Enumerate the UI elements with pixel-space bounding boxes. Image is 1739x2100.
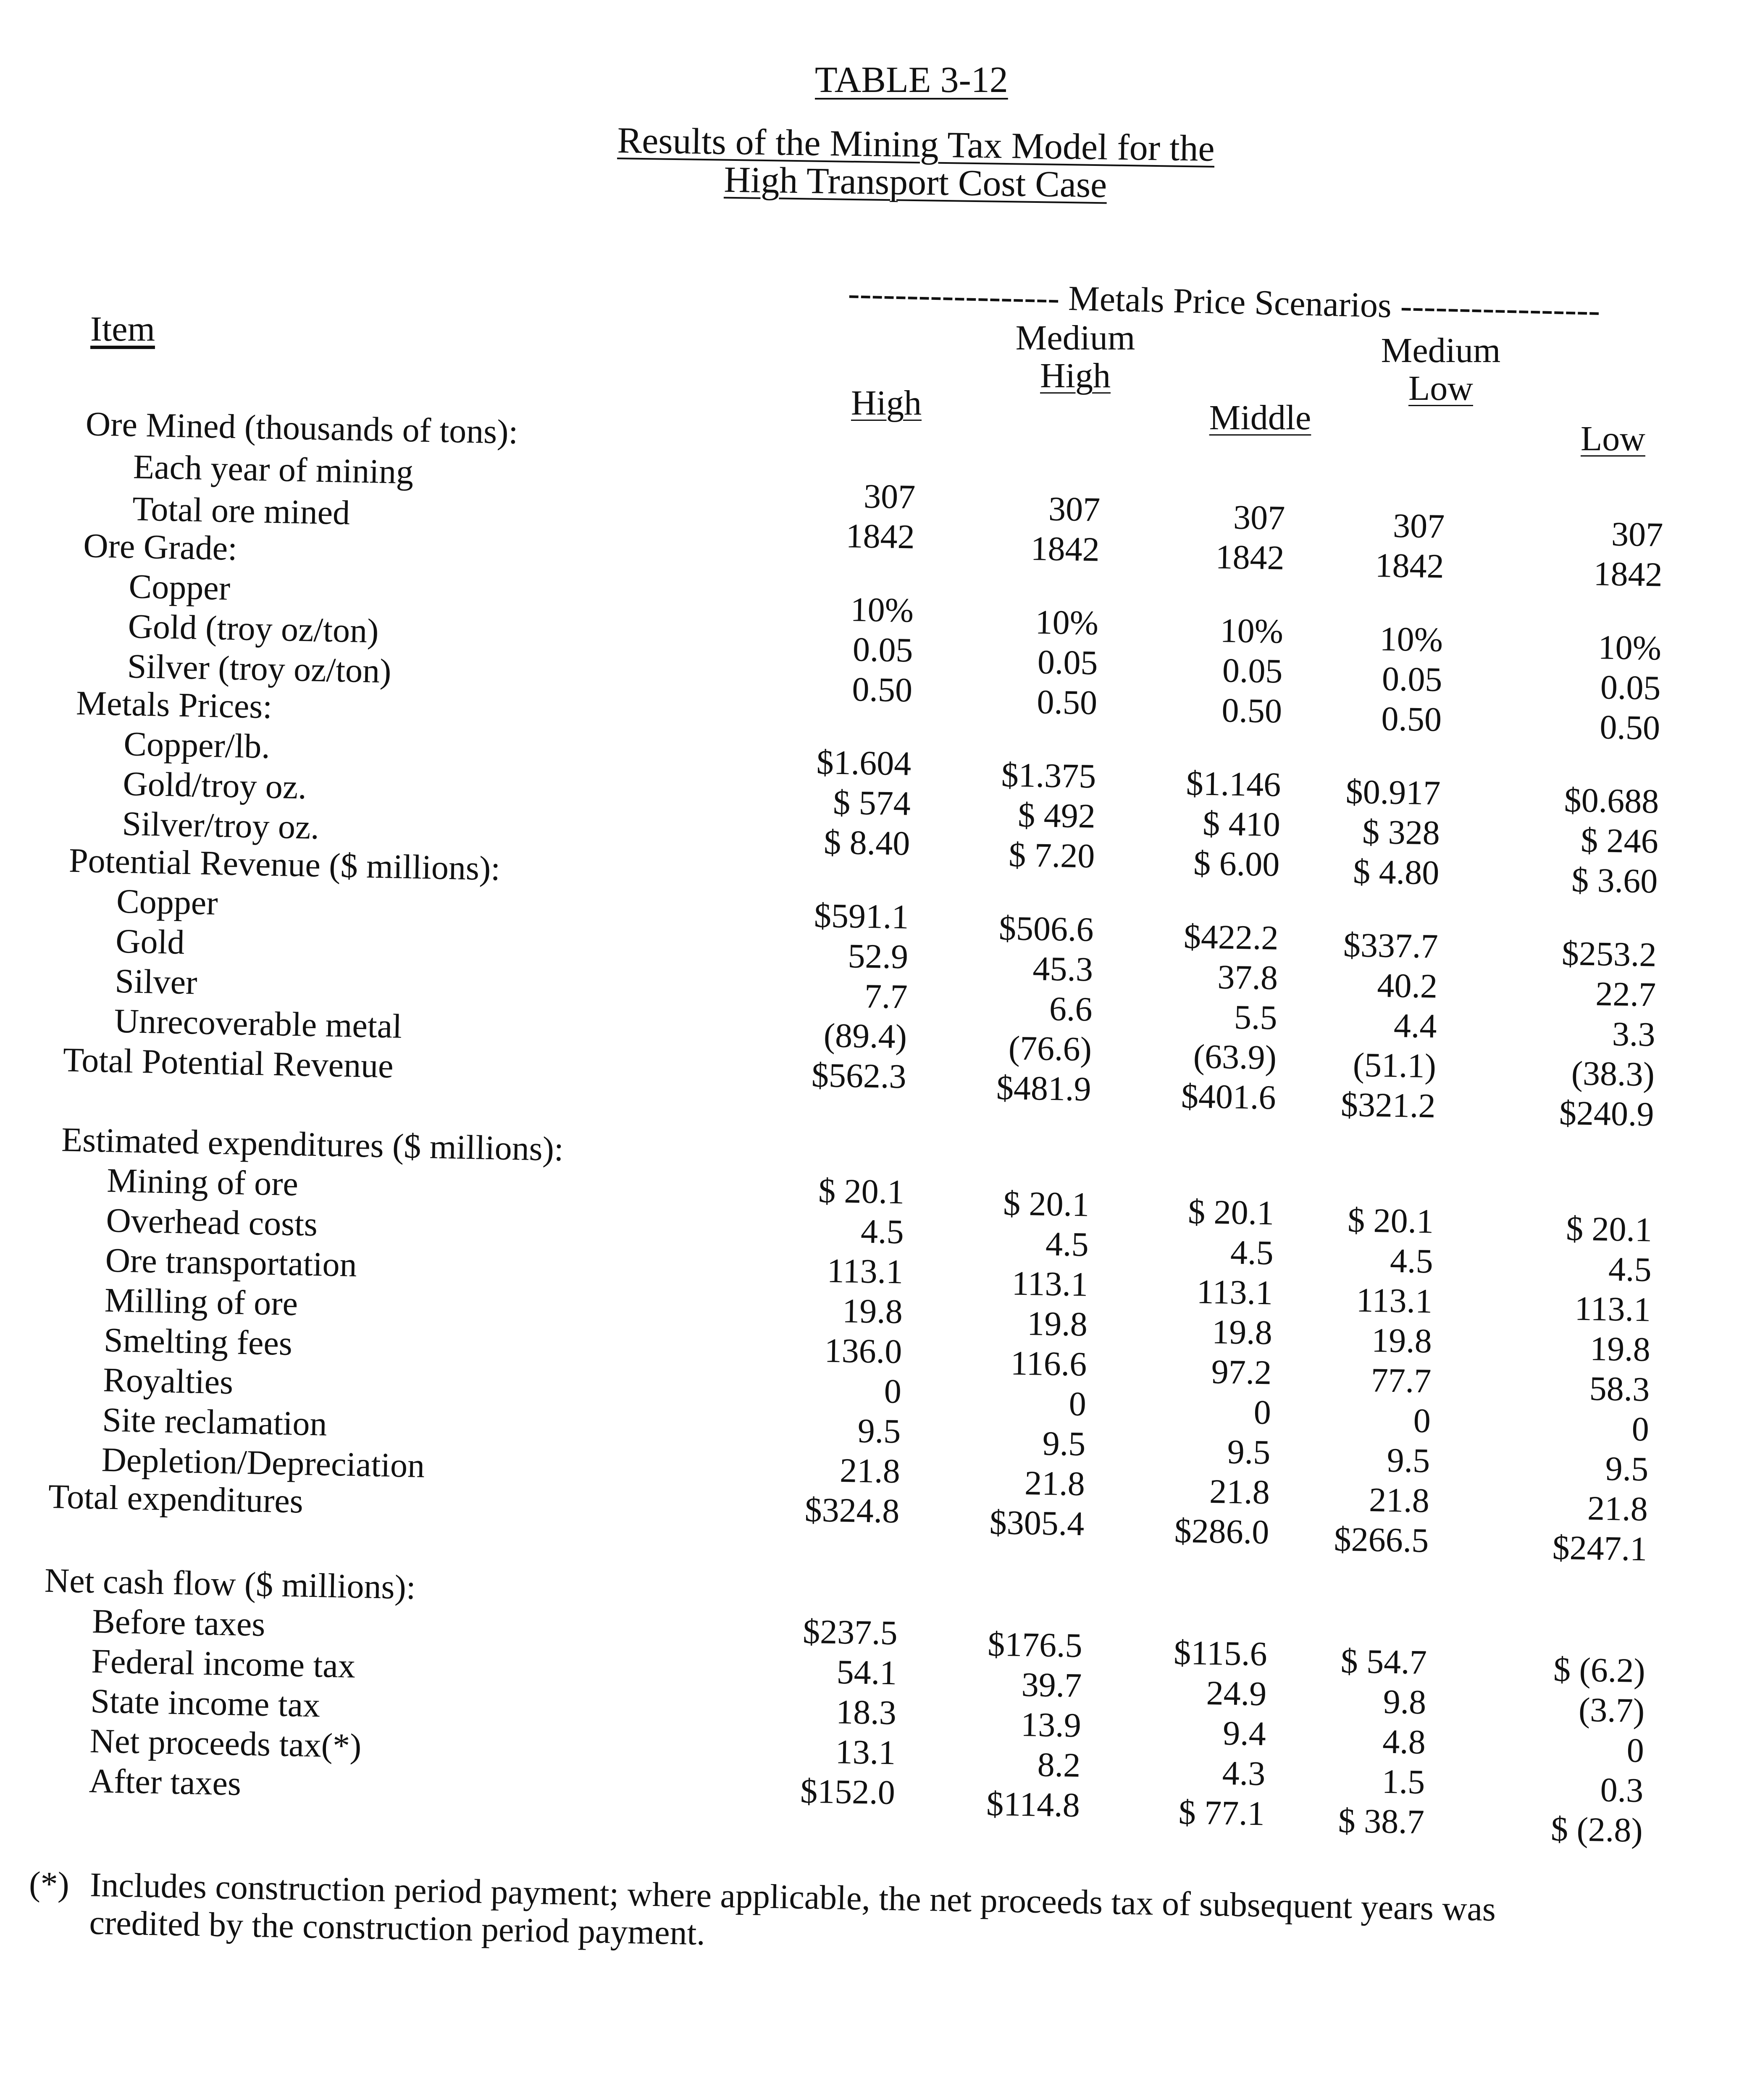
table-cell: $562.3: [811, 1055, 907, 1096]
table-cell: 45.3: [1032, 949, 1093, 989]
column-middle: [1109, 496, 1285, 1833]
table-cell: $115.6: [1173, 1633, 1268, 1673]
column-medium-high: [924, 487, 1101, 1824]
table-cell: 24.9: [1206, 1673, 1267, 1713]
table-cell: 22.7: [1595, 974, 1656, 1014]
table-cell: 52.9: [847, 937, 909, 976]
table-cell: 0: [884, 1372, 902, 1411]
table-cell: $1.146: [1186, 764, 1281, 804]
table-cell: $ 574: [833, 783, 911, 823]
table-cell: $321.2: [1340, 1085, 1436, 1125]
table-cell: $1.375: [1001, 755, 1096, 795]
table-cell: $ 246: [1580, 821, 1659, 861]
table-cell: (63.9): [1193, 1037, 1277, 1077]
table-cell: 3.3: [1612, 1014, 1656, 1054]
table-cell: 37.8: [1217, 958, 1278, 997]
table-cell: 13.9: [1020, 1705, 1082, 1745]
table-cell: 9.8: [1383, 1682, 1426, 1722]
table-cell: $286.0: [1174, 1511, 1269, 1551]
row-label: Ore Mined (thousands of tons):: [85, 404, 519, 451]
table-cell: 9.5: [1387, 1441, 1430, 1480]
row-label: Each year of mining: [133, 447, 414, 491]
row-label: Estimated expenditures ($ millions):: [61, 1120, 564, 1168]
table-cell: 9.5: [1605, 1449, 1649, 1488]
table-cell: 136.0: [824, 1331, 902, 1371]
row-label: Ore transportation: [105, 1241, 357, 1284]
table-cell: $ 20.1: [818, 1171, 905, 1211]
table-cell: 307: [1392, 506, 1445, 546]
table-cell: 4.8: [1382, 1722, 1426, 1761]
table-cell: 307: [1233, 498, 1285, 537]
table-cell: 21.8: [1209, 1472, 1270, 1512]
row-label: After taxes: [89, 1761, 242, 1803]
table-cell: 0.3: [1600, 1770, 1644, 1810]
table-cell: 4.5: [1045, 1224, 1089, 1264]
table-cell: $176.5: [987, 1625, 1083, 1665]
row-label: Silver/troy oz.: [121, 804, 320, 847]
row-label: Copper: [128, 567, 231, 607]
table-cell: 18.3: [835, 1692, 897, 1732]
row-label: Copper: [116, 882, 218, 922]
table-cell: 13.1: [835, 1732, 896, 1772]
row-label: Smelting fees: [103, 1320, 293, 1363]
table-cell: 0.05: [1222, 651, 1283, 690]
row-label: Silver: [114, 961, 198, 1002]
table-cell: 9.5: [857, 1411, 901, 1451]
subtitle-line-1: Results of the Mining Tax Model for the: [617, 120, 1215, 169]
row-label: Potential Revenue ($ millions):: [68, 841, 501, 888]
table-cell: $ 3.60: [1571, 861, 1658, 900]
row-label: Mining of ore: [106, 1161, 299, 1203]
row-label: Milling of ore: [104, 1281, 298, 1323]
footnote: [28, 1865, 1609, 1968]
table-cell: $324.8: [804, 1490, 900, 1530]
table-cell: 9.5: [1042, 1424, 1086, 1463]
table-cell: 40.2: [1376, 966, 1438, 1005]
table-cell: 8.2: [1037, 1745, 1081, 1785]
table-cell: (76.6): [1008, 1029, 1092, 1068]
table-subtitle: [588, 121, 1244, 206]
column-header-medium-high: Medium High: [1015, 318, 1135, 395]
table-cell: 10%: [850, 590, 914, 630]
table-cell: 19.8: [1589, 1329, 1651, 1369]
row-label: Royalties: [102, 1360, 234, 1402]
table-cell: 9.5: [1227, 1432, 1271, 1472]
row-label: Federal income tax: [91, 1642, 356, 1685]
table-cell: 1842: [846, 517, 915, 556]
table-cell: 4.5: [1390, 1241, 1434, 1281]
table-cell: 19.8: [1211, 1312, 1273, 1352]
table-cell: 0: [1253, 1393, 1271, 1432]
table-cell: $ 410: [1202, 804, 1281, 844]
row-label: Metals Prices:: [76, 683, 273, 726]
table-cell: 0: [1069, 1384, 1087, 1423]
table-cell: $ 77.1: [1178, 1793, 1265, 1833]
table-cell: 77.7: [1371, 1361, 1432, 1400]
table-cell: 0: [1626, 1731, 1644, 1770]
row-label: Before taxes: [92, 1602, 266, 1643]
table-cell: $ 20.1: [1187, 1192, 1274, 1232]
table-cell: 1842: [1375, 546, 1445, 585]
table-cell: 4.3: [1222, 1754, 1266, 1793]
table-cell: $253.2: [1561, 934, 1657, 974]
table-cell: $ 328: [1362, 812, 1440, 852]
table-cell: 0.50: [851, 670, 913, 709]
column-header-high: High: [851, 383, 922, 423]
column-header-medium-low: Medium Low: [1381, 331, 1501, 408]
table-cell: 10%: [1219, 611, 1284, 651]
table-cell: 54.1: [836, 1652, 897, 1692]
table-cell: $ (2.8): [1550, 1809, 1643, 1850]
table-cell: $ 20.1: [1566, 1209, 1652, 1249]
row-label: Depletion/Depreciation: [101, 1440, 426, 1485]
row-label: Unrecoverable metal: [113, 1001, 402, 1045]
table-cell: $240.9: [1559, 1093, 1655, 1134]
table-cell: 0.05: [1600, 668, 1661, 707]
table-cell: (38.3): [1571, 1054, 1655, 1094]
row-label: Net proceeds tax(*): [89, 1721, 362, 1765]
table-cell: 21.8: [1369, 1480, 1430, 1520]
table-cell: 21.8: [839, 1451, 901, 1491]
table-cell: 113.1: [1574, 1289, 1651, 1329]
footnote-text: Includes construction period payment; where applicable, the net proceeds tax of subsequent years was credited by the construction period payment.: [89, 1865, 1496, 1953]
table-cell: 19.8: [842, 1292, 903, 1331]
table-cell: 0: [1413, 1401, 1431, 1440]
table-cell: $0.917: [1345, 772, 1441, 812]
table-cell: 0.05: [1037, 643, 1098, 682]
table-cell: 7.7: [864, 976, 908, 1016]
table-cell: $247.1: [1552, 1528, 1647, 1568]
table-cell: 113.1: [1011, 1264, 1088, 1304]
table-cell: 4.5: [1230, 1233, 1274, 1272]
row-label: Ore Grade:: [83, 526, 238, 568]
table-cell: 1842: [1593, 554, 1663, 594]
table-cell: 4.5: [1608, 1250, 1652, 1289]
table-cell: 0.50: [1381, 699, 1442, 739]
table-cell: $237.5: [802, 1612, 898, 1652]
table-cell: 113.1: [1356, 1281, 1433, 1320]
column-header-low: Low: [1581, 419, 1645, 458]
footnote-marker: (*): [29, 1864, 70, 1903]
table-cell: 97.2: [1211, 1352, 1272, 1392]
row-label: Copper/lb.: [123, 724, 271, 766]
column-low: [1487, 512, 1663, 1850]
table-cell: $591.1: [814, 896, 909, 936]
table-cell: 39.7: [1021, 1665, 1082, 1705]
table-cell: $481.9: [996, 1068, 1092, 1108]
row-label: Net cash flow ($ millions):: [44, 1561, 416, 1606]
table-cell: 1842: [1215, 538, 1285, 577]
table-cell: 307: [1048, 489, 1101, 529]
table-cell: 9.4: [1222, 1714, 1266, 1753]
table-cell: $401.6: [1181, 1076, 1277, 1117]
table-cell: $0.688: [1564, 780, 1659, 821]
table-cell: 113.1: [827, 1251, 904, 1291]
table-cell: $ 20.1: [1003, 1184, 1090, 1224]
table-cell: $ 54.7: [1340, 1642, 1427, 1682]
table-cell: $ 4.80: [1353, 852, 1440, 892]
table-cell: $ 7.20: [1008, 835, 1095, 875]
item-column-header: Item: [90, 310, 155, 349]
table-cell: $ 20.1: [1347, 1201, 1434, 1241]
table-cell: 1.5: [1382, 1762, 1425, 1801]
table-cell: 21.8: [1587, 1489, 1648, 1528]
table-cell: 10%: [1597, 628, 1662, 667]
table-cell: 58.3: [1589, 1369, 1650, 1409]
table-cell: $ 8.40: [823, 823, 910, 863]
table-cell: 19.8: [1371, 1321, 1432, 1360]
table-cell: 4.5: [860, 1212, 904, 1251]
row-label: Gold (troy oz/ton): [127, 607, 379, 650]
table-cell: 4.4: [1393, 1006, 1437, 1045]
table-cell: 10%: [1379, 620, 1443, 659]
table-cell: 0.50: [1599, 708, 1660, 747]
row-label: Total ore mined: [132, 489, 351, 532]
table-cell: $ 492: [1017, 795, 1096, 835]
table-cell: 1842: [1030, 529, 1100, 569]
table-title: TABLE 3-12: [815, 60, 1008, 100]
table-cell: $ 6.00: [1193, 844, 1280, 884]
table-cell: 0.05: [1382, 659, 1443, 699]
row-label: State income tax: [90, 1681, 320, 1725]
table-cell: 0.05: [852, 630, 914, 669]
table-cell: 116.6: [1010, 1344, 1087, 1383]
table-cell: $266.5: [1334, 1520, 1429, 1560]
row-label: Gold: [115, 921, 185, 961]
table-cell: 21.8: [1024, 1464, 1085, 1503]
table-cell: 6.6: [1049, 989, 1093, 1029]
table-cell: $506.6: [998, 908, 1094, 949]
table-cell: 19.8: [1027, 1304, 1088, 1344]
row-labels: [38, 403, 626, 1803]
scenario-banner: ------------------ Metals Price Scenarios -----------------: [847, 273, 1601, 330]
row-label: Total expenditures: [48, 1477, 304, 1520]
table-cell: $305.4: [989, 1503, 1085, 1543]
table-cell: 307: [1611, 514, 1663, 554]
table-cell: 5.5: [1234, 998, 1278, 1037]
column-header-middle: Middle: [1209, 398, 1311, 437]
row-label: Silver (troy oz/ton): [127, 647, 392, 690]
table-cell: $152.0: [800, 1772, 896, 1812]
table-cell: $337.7: [1343, 925, 1439, 966]
row-label: Gold/troy oz.: [122, 764, 307, 806]
table-cell: (51.1): [1353, 1045, 1437, 1085]
table-cell: (3.7): [1578, 1690, 1645, 1730]
row-label: Overhead costs: [105, 1201, 318, 1244]
table-cell: $ (6.2): [1553, 1650, 1646, 1690]
table-cell: 307: [863, 477, 916, 516]
row-label: Site reclamation: [102, 1400, 328, 1443]
table-cell: $1.604: [816, 743, 912, 783]
column-medium-low: [1269, 504, 1445, 1841]
column-high: [739, 475, 916, 1812]
table-cell: 0.50: [1221, 691, 1282, 730]
table-cell: (89.4): [823, 1016, 907, 1056]
subtitle-line-2: High Transport Cost Case: [723, 159, 1107, 206]
table-cell: 0: [1631, 1410, 1650, 1449]
table-cell: 0.50: [1036, 682, 1098, 722]
table-cell: 10%: [1035, 603, 1099, 642]
table-cell: $ 38.7: [1338, 1801, 1425, 1841]
table-cell: $422.2: [1183, 917, 1279, 957]
table-cell: 113.1: [1196, 1272, 1273, 1312]
row-label: Total Potential Revenue: [63, 1040, 394, 1085]
table-cell: $114.8: [986, 1784, 1080, 1824]
